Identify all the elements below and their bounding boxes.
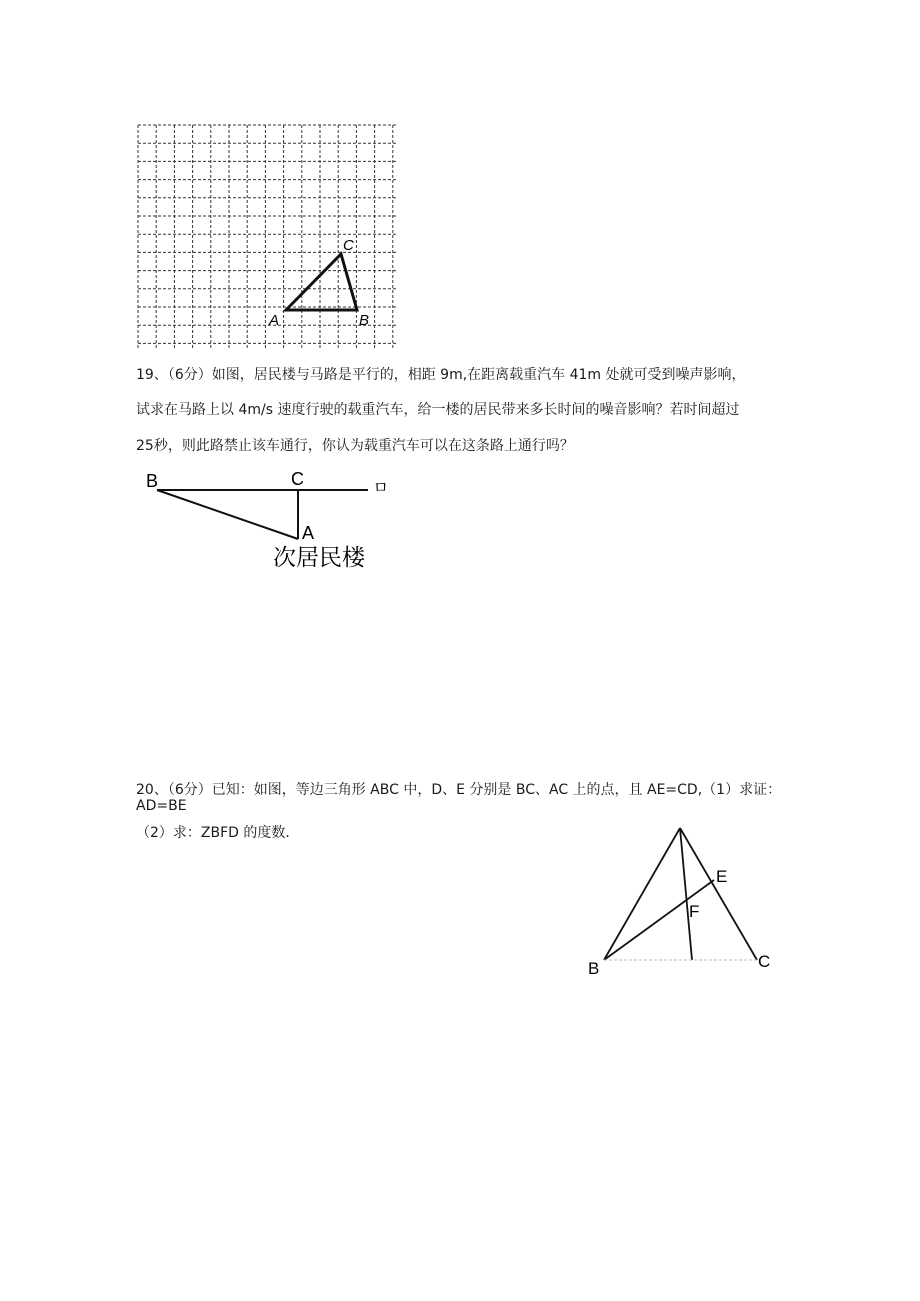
q19-line-3: 25秒，则此路禁止该车通行，你认为载重汽车可以在这条路上通行吗？ <box>136 438 574 454</box>
road-label-c: C <box>291 469 304 489</box>
tri-label-e: E <box>716 867 728 886</box>
label-b: B <box>359 312 370 329</box>
q19-line-1: 19、（6分）如图，居民楼与马路是平行的，相距 9m,在距离载重汽车 41m 处就可受到噪声影响， <box>136 367 746 383</box>
tri-label-c: C <box>758 952 771 971</box>
tri-label-f: F <box>689 902 700 921</box>
q20-line-2: AD=BE <box>136 798 187 814</box>
segment-ba <box>157 490 298 539</box>
q20-line-3: （2）求：ZBFD 的度数. <box>136 825 290 841</box>
equilateral-triangle-figure <box>580 820 780 985</box>
building-caption: 次居民楼 <box>273 544 365 570</box>
road-label-a: A <box>302 523 315 543</box>
tri-label-b: B <box>588 959 600 978</box>
side-ab <box>604 828 680 960</box>
grid-triangle-figure <box>130 120 405 352</box>
label-c: C <box>343 237 354 254</box>
triangle-abc <box>286 254 357 310</box>
road-label-b: B <box>146 471 159 491</box>
road-mark: ㅁ <box>373 480 389 497</box>
q20-line-1: 20、（6分）已知：如图，等边三角形 ABC 中，D、E 分别是 BC、AC 上的点，且 AE=CD,（1）求证： <box>136 782 782 798</box>
label-a: A <box>269 312 280 329</box>
road-building-figure <box>140 465 400 575</box>
side-ac <box>680 828 757 960</box>
segment-ad <box>680 828 692 960</box>
q19-line-2: 试求在马路上以 4m/s 速度行驶的载重汽车，给一楼的居民带来多长时间的噪音影响？若时间超过 <box>136 402 740 418</box>
